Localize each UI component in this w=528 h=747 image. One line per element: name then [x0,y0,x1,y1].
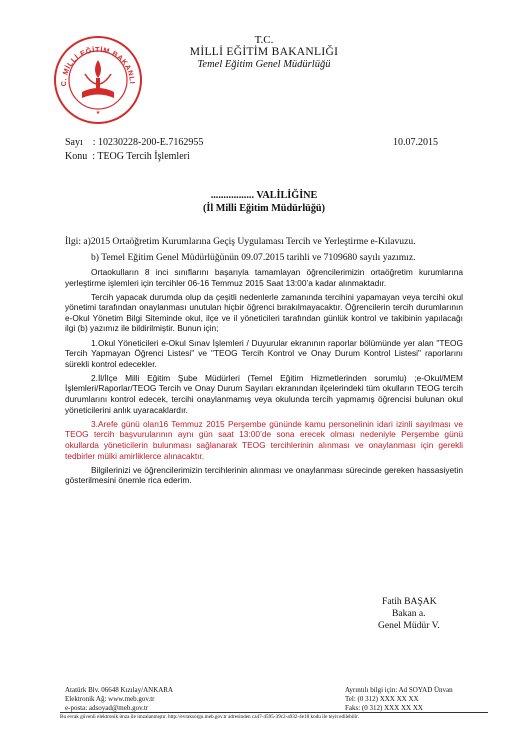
header-ministry: MİLLİ EĞİTİM BAKANLIĞI [189,46,339,58]
footer-email: e-posta: adsoyad@meb.gov.tr [65,704,149,712]
document-date: 10.07.2015 [393,137,438,148]
footer-phone: Tel: (0 312) XXX XX XX [345,695,419,703]
addressee-line1: ................. VALİLİĞİNE [210,190,318,201]
paragraph: Bilgilerinizi ve öğrencilerimizin tercihlerinin alınması ve onaylanması sürecinde gereken hassasiyetin gösterilmesini önemle rica ederim. [65,464,463,486]
reference-number [65,137,203,149]
signatory-name: Fatih BAŞAK [382,596,437,607]
letter-body [65,267,463,489]
paragraph: Tercih yapacak durumda olup da çeşitli nedenlerle zamanında tercihini yapamayan veya tercihi okul yönetimi tarafından onaylanması unutulan hiçbir öğrenci bırakılmayacaktır. Öğrencilerin tercih durumlarının e-Okul Yönetim Bilgi Siteminde okul, ilçe ve il yöneticileri tarafından günlük kontrol ve takibinin yapılacağı ilgi (b) yazımız ile bildirilmiştir. Bunun için; [65,291,463,334]
references [65,236,465,263]
paragraph: 1.Okul Yöneticileri e-Okul Sınav İşlemleri / Duyurular ekranının raporlar bölümünde yer alan "TEOG Tercih Yapmayan Öğrenci Listesi" ve "TEOG Tercih Kontrol ve Onay Durum Kontrol Listesi" raporlarını sürekli kontrol edecekler. [65,337,463,369]
svg-text:T.C. MİLLİ EĞİTİM BAKANLIĞI: C. MİLLİ EĞİTİM BAKANLI [58,44,138,87]
reference-b: b) Temel Eğitim Genel Müdürlüğünün 09.07.2015 tarihli ve 7109680 sayılı yazımız. [91,251,416,263]
reference-row [65,137,438,149]
addressee-line2: (İl Milli Eğitim Müdürlüğü) [203,202,325,214]
paragraph-highlighted: 3.Arefe günü olan16 Temmuz 2015 Perşembe gününde kamu personelinin idari izinli sayılması ve TEOG tercih başvurularının aynı gün saat 13:00’de sona erecek olması nedeniyle Perşembe günü okullarda yöneticilerin bulunması sağlanarak TEOG tercihlerinin alınması ve onaylanması için gerekli tedbirler mülki amirliklerce alınacaktır. [65,418,463,461]
subject-row [65,151,190,163]
sayi-label: Sayı [65,137,83,148]
footer-street: Atatürk Blv. 06648 Kızılay/ANKARA [65,686,174,694]
addressee [150,190,378,215]
konu-label: Konu [65,151,88,162]
e-signature-notice: Bu evrak güvenli elektronik imza ile imzalanmıştır. http://evraksorgu.meb.gov.tr adresinden ca47-4595-39c2-a932-4e18 kodu ile teyit edilebilir. [60,714,359,720]
svg-text:★: ★ [95,110,101,116]
signature-block [372,596,482,632]
header-directorate: Temel Eğitim Genel Müdürlüğü [197,59,331,70]
footer-contact [345,686,453,713]
signatory-position: Genel Müdür V. [378,620,440,631]
sayi-value: : 10230228-200-E.7162955 [92,137,204,148]
footer-address [65,686,173,713]
header-tc: T.C. [254,34,274,46]
paragraph: 2.İl/İlçe Milli Eğitim Şube Müdürleri (Temel Eğitim Hizmetlerinden sorumlu) ;e-Okul/MEM İşlemleri/Raporlar/TEOG Tercih ve Onay Durum Sayıları ekranından ilçelerindeki tüm okulların TEOG tercih durumlarını kontrol edecek, tercihi onaylanmamış veya okulunda tercih yapmamış öğrencisi bulunan okul yöneticilerini anlık uyaracaklardır. [65,372,463,415]
footer-fax: Faks: (0 312) XXX XX XX [345,704,423,712]
konu-value: : TEOG Tercih İşlemleri [92,151,190,162]
reference-a: İlgi: a)2015 Ortaöğretim Kurumlarına Geçiş Uygulaması Tercih ve Yerleştirme e-Kılavuzu. [65,236,416,247]
letterhead [150,34,378,71]
signatory-title: Bakan a. [392,608,426,619]
footer-web: Elektronik Ağ: www.meb.gov.tr [65,695,155,703]
paragraph: Ortaokulların 8 inci sınıflarını başarıyla tamamlayan öğrencilerimizin ortaöğretim kurumlarına yerleştirme işlemleri için tercihler 06-16 Temmuz 2015 Saat 13:00’a kadar alınmaktadır. [65,267,463,288]
ministry-logo [52,34,144,126]
footer-contact-person: Ayrıntılı bilgi için: Ad SOYAD Ünvan [345,686,453,694]
footer-divider [60,712,488,713]
